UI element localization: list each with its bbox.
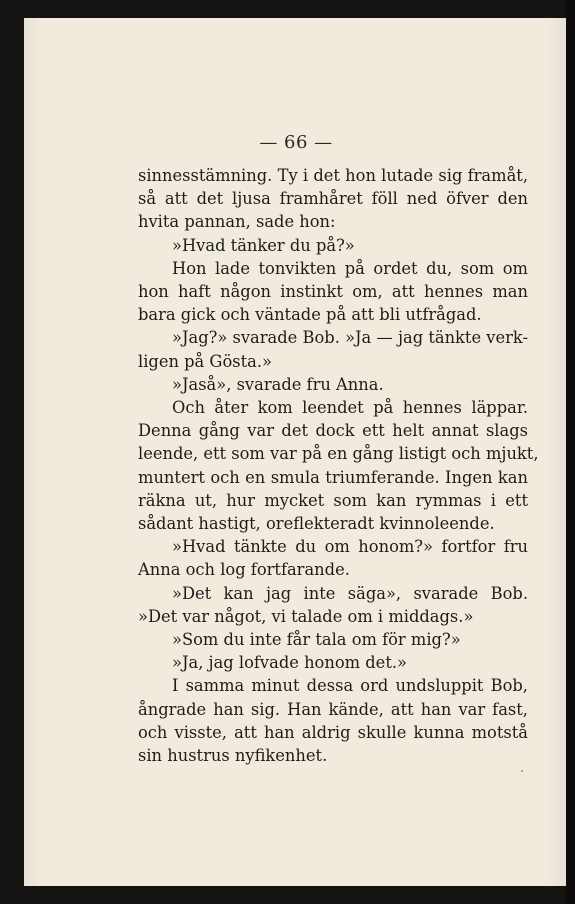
text-line: räkna ut, hur mycket som kan rymmas i ett: [138, 490, 528, 510]
text-line: hon haft någon instinkt om, att hennes man: [138, 282, 528, 302]
text-line: I samma minut dessa ord undsluppit Bob,: [172, 676, 528, 696]
text-line: och visste, att han aldrig skulle kunna motstå: [138, 722, 528, 742]
text-line: sin hustrus nyfikenhet.: [138, 746, 328, 766]
text-line: »Det kan jag inte säga», svarade Bob.: [172, 583, 528, 603]
text-line: »Det var något, vi talade om i middags.»: [138, 606, 474, 626]
text-line: ligen på Gösta.»: [138, 351, 272, 371]
text-line: »Som du inte får tala om för mig?»: [172, 630, 461, 650]
page-edge-shadow: [566, 0, 575, 904]
text-line: »Hvad tänkte du om honom?» fortfor fru: [172, 537, 528, 557]
paper-speck: [521, 770, 523, 772]
book-page: [24, 18, 568, 886]
text-line: sådant hastigt, oreflekteradt kvinnoleende.: [138, 514, 495, 534]
text-line: muntert och en smula triumferande. Ingen kan: [138, 467, 528, 487]
text-line: »Hvad tänker du på?»: [172, 235, 355, 255]
page-body-text: [138, 164, 539, 767]
text-line: bara gick och väntade på att bli utfrågad.: [138, 305, 482, 325]
text-line: »Ja, jag lofvade honom det.»: [172, 653, 407, 673]
text-line: »Jag?» svarade Bob. »Ja — jag tänkte verk-: [172, 328, 528, 348]
page-number: — 66 —: [259, 132, 333, 153]
text-line: sinnesstämning. Ty i det hon lutade sig framåt,: [138, 166, 528, 185]
text-line: Anna och log fortfarande.: [138, 560, 350, 580]
text-line: Denna gång var det dock ett helt annat slags: [138, 421, 528, 441]
text-line: så att det ljusa framhåret föll ned öfver den: [138, 189, 528, 209]
text-line: »Jaså», svarade fru Anna.: [172, 374, 384, 394]
text-line: Hon lade tonvikten på ordet du, som om: [172, 258, 528, 278]
text-line: hvita pannan, sade hon:: [138, 212, 336, 232]
text-line: ångrade han sig. Han kände, att han var fast,: [138, 699, 528, 719]
text-line: leende, ett som var på en gång listigt och mjukt,: [138, 444, 539, 464]
text-line: Och åter kom leendet på hennes läppar.: [172, 398, 528, 418]
